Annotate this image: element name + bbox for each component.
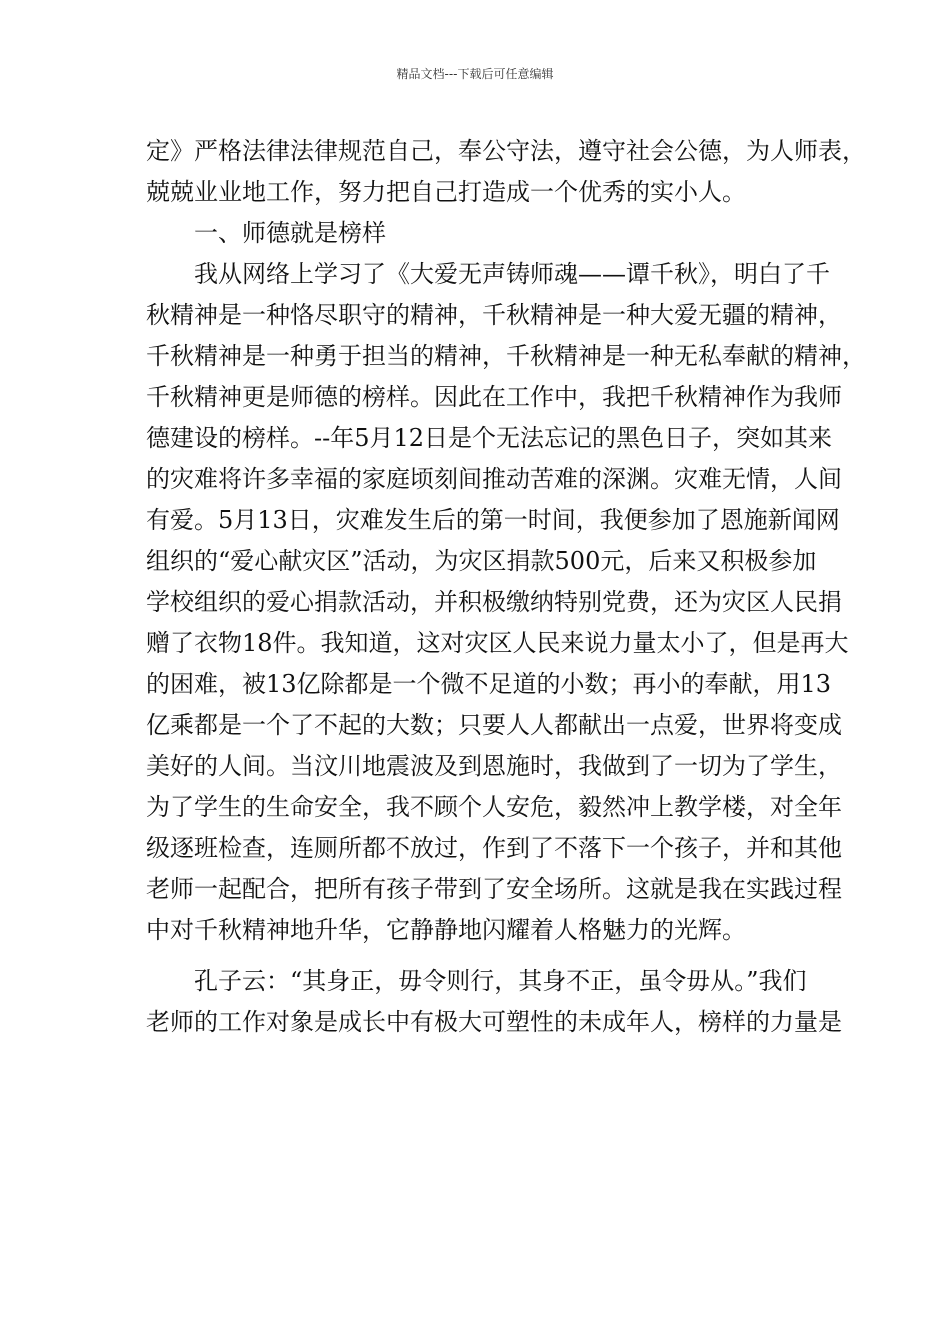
section-heading: 一、师德就是榜样 bbox=[194, 219, 386, 247]
text-line: 德建设的榜样。--年5月12日是个无法忘记的黑色日子，突如其来 bbox=[146, 424, 833, 452]
text-line: 组织的“爱心献灾区”活动，为灾区捐款500元，后来又积极参加 bbox=[146, 547, 817, 575]
paragraph-start: 孔子云：“其身正，毋令则行，其身不正，虽令毋从。”我们 bbox=[194, 967, 807, 995]
page-header: 精品文档---下载后可任意编辑 bbox=[396, 67, 554, 81]
text-line: 定》严格法律法律规范自己，奉公守法，遵守社会公德，为人师表， bbox=[146, 137, 866, 165]
text-line: 兢兢业业地工作，努力把自己打造成一个优秀的实小人。 bbox=[146, 178, 746, 206]
text-line: 为了学生的生命安全，我不顾个人安危，毅然冲上教学楼，对全年 bbox=[146, 793, 842, 821]
text-line: 有爱。5月13日，灾难发生后的第一时间，我便参加了恩施新闻网 bbox=[146, 506, 840, 534]
text-line: 老师的工作对象是成长中有极大可塑性的未成年人，榜样的力量是 bbox=[146, 1008, 842, 1036]
paragraph-start: 我从网络上学习了《大爱无声铸师魂——谭千秋》，明白了千 bbox=[194, 260, 830, 288]
text-line: 美好的人间。当汶川地震波及到恩施时，我做到了一切为了学生， bbox=[146, 752, 842, 780]
text-line: 亿乘都是一个了不起的大数；只要人人都献出一点爱，世界将变成 bbox=[146, 711, 842, 739]
text-line: 级逐班检查，连厕所都不放过，作到了不落下一个孩子，并和其他 bbox=[146, 834, 842, 862]
text-line: 秋精神是一种恪尽职守的精神，千秋精神是一种大爱无疆的精神， bbox=[146, 301, 842, 329]
text-line: 赠了衣物18件。我知道，这对灾区人民来说力量太小了，但是再大 bbox=[146, 629, 849, 657]
text-line: 的困难，被13亿除都是一个微不足道的小数；再小的奉献，用13 bbox=[146, 670, 832, 698]
document-body bbox=[146, 131, 866, 1043]
text-line: 学校组织的爱心捐款活动，并积极缴纳特别党费，还为灾区人民捐 bbox=[146, 588, 842, 616]
text-line: 中对千秋精神地升华，它静静地闪耀着人格魅力的光辉。 bbox=[146, 916, 746, 944]
text-line: 千秋精神是一种勇于担当的精神，千秋精神是一种无私奉献的精神， bbox=[146, 342, 866, 370]
text-line: 老师一起配合，把所有孩子带到了安全场所。这就是我在实践过程 bbox=[146, 875, 842, 903]
text-line: 的灾难将许多幸福的家庭顷刻间推动苦难的深渊。灾难无情，人间 bbox=[146, 465, 842, 493]
text-line: 千秋精神更是师德的榜样。因此在工作中，我把千秋精神作为我师 bbox=[146, 383, 842, 411]
